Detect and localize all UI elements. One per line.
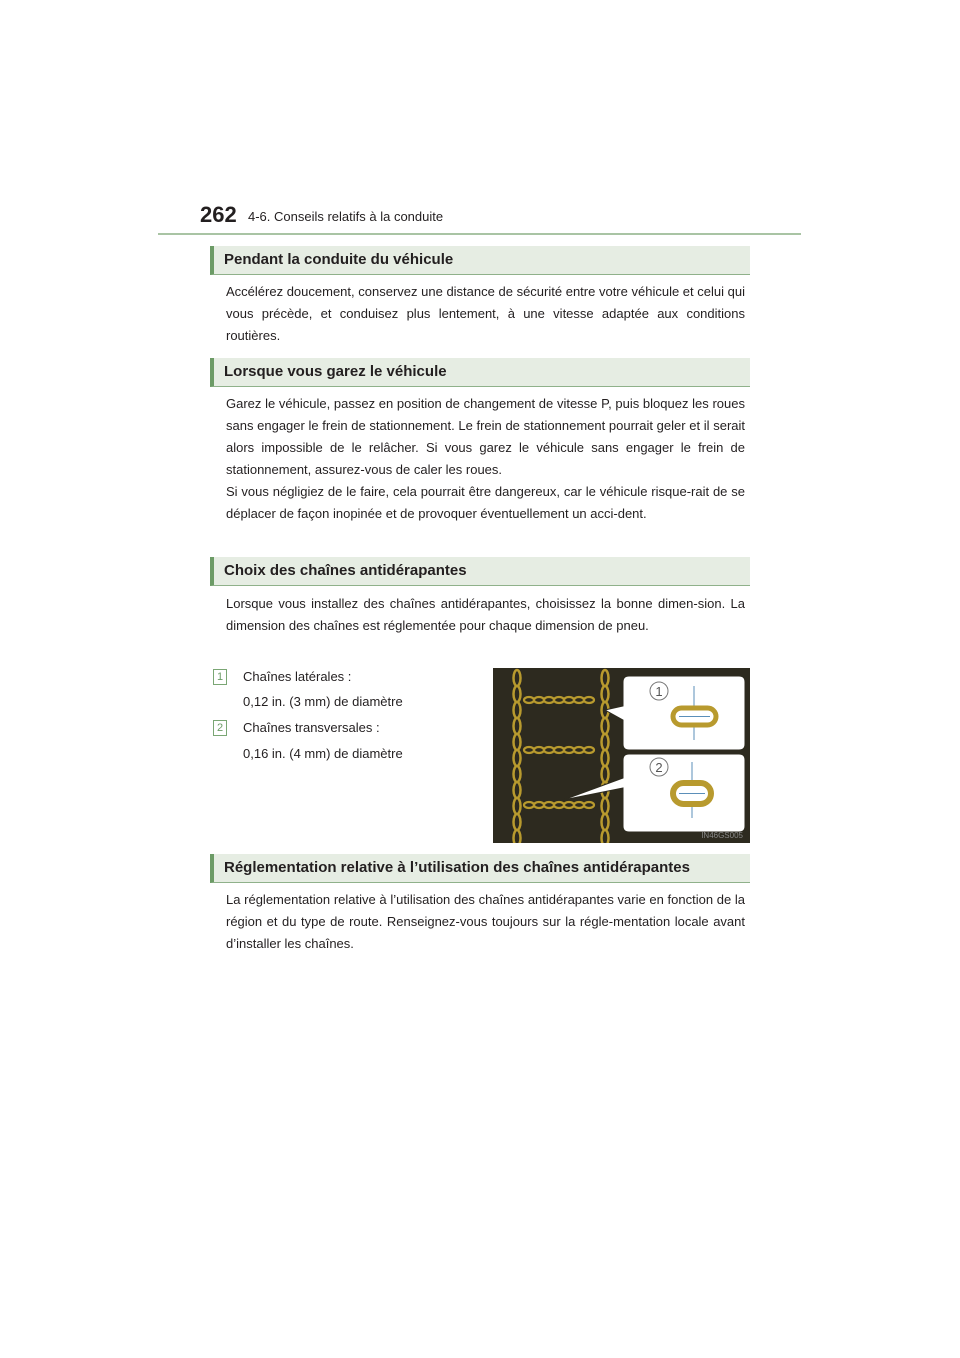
figure-code: IN46GS005 — [701, 831, 743, 840]
driving-paragraph: Accélérez doucement, conservez une distance de sécurité entre votre véhicule et celui qui vous précède, et conduisez plus lentement, à une vitesse adaptée aux conditions routières. — [226, 284, 745, 343]
section-heading-chains-text: Choix des chaînes antidérapantes — [224, 562, 467, 579]
section-heading-regulation — [210, 854, 750, 883]
chains-paragraph: Lorsque vous installez des chaînes antidérapantes, choisissez la bonne dimen-sion. La dimension des chaînes est réglementée pour chaque dimension de pneu. — [226, 596, 745, 633]
section-heading-chains — [210, 557, 750, 586]
page-number: 262 — [200, 202, 237, 227]
header-rule — [158, 233, 801, 235]
snow-chain-illustration — [493, 668, 750, 843]
parking-paragraph-1: Garez le véhicule, passez en position de changement de vitesse P, puis bloquez les roues sans engager le frein de stationnement. Le frein de stationnement pourrait geler et il serait alors impossible de le relâcher. Si vous garez le véhicule sans engager le frein de stationnement, assurez-vous de caler les roues. — [226, 396, 745, 477]
side-chain-label: Chaînes latérales : — [243, 669, 352, 684]
callout-label-1: 1 — [655, 684, 663, 699]
section-heading-parking-text: Lorsque vous garez le véhicule — [224, 363, 447, 380]
item-number-badge-1: 1 — [213, 669, 227, 685]
chapter-title: 4-6. Conseils relatifs à la conduite — [248, 209, 444, 224]
side-chain-diameter: 0,12 in. (3 mm) de diamètre — [243, 694, 403, 709]
section-heading-regulation-text: Réglementation relative à l’utilisation des chaînes antidérapantes — [224, 859, 690, 876]
callout-label-2: 2 — [655, 760, 663, 775]
section-heading-parking — [210, 358, 750, 387]
parking-paragraph-2: Si vous négligiez de le faire, cela pourrait être dangereux, car le véhicule risque-rait de se déplacer de façon inopinée et de provoquer éventuellement un acci-dent. — [226, 484, 745, 521]
regulation-paragraph: La réglementation relative à l’utilisation des chaînes antidérapantes varie en fonction de la région et du type de route. Renseignez-vous toujours sur la régle-mentation locale avant d’installer les chaînes. — [226, 892, 745, 951]
section-heading-driving-text: Pendant la conduite du véhicule — [224, 251, 454, 268]
cross-chain-diameter: 0,16 in. (4 mm) de diamètre — [243, 746, 403, 761]
item-number-badge-2: 2 — [213, 720, 227, 736]
cross-chain-label: Chaînes transversales : — [243, 720, 380, 735]
section-heading-driving — [210, 246, 750, 275]
